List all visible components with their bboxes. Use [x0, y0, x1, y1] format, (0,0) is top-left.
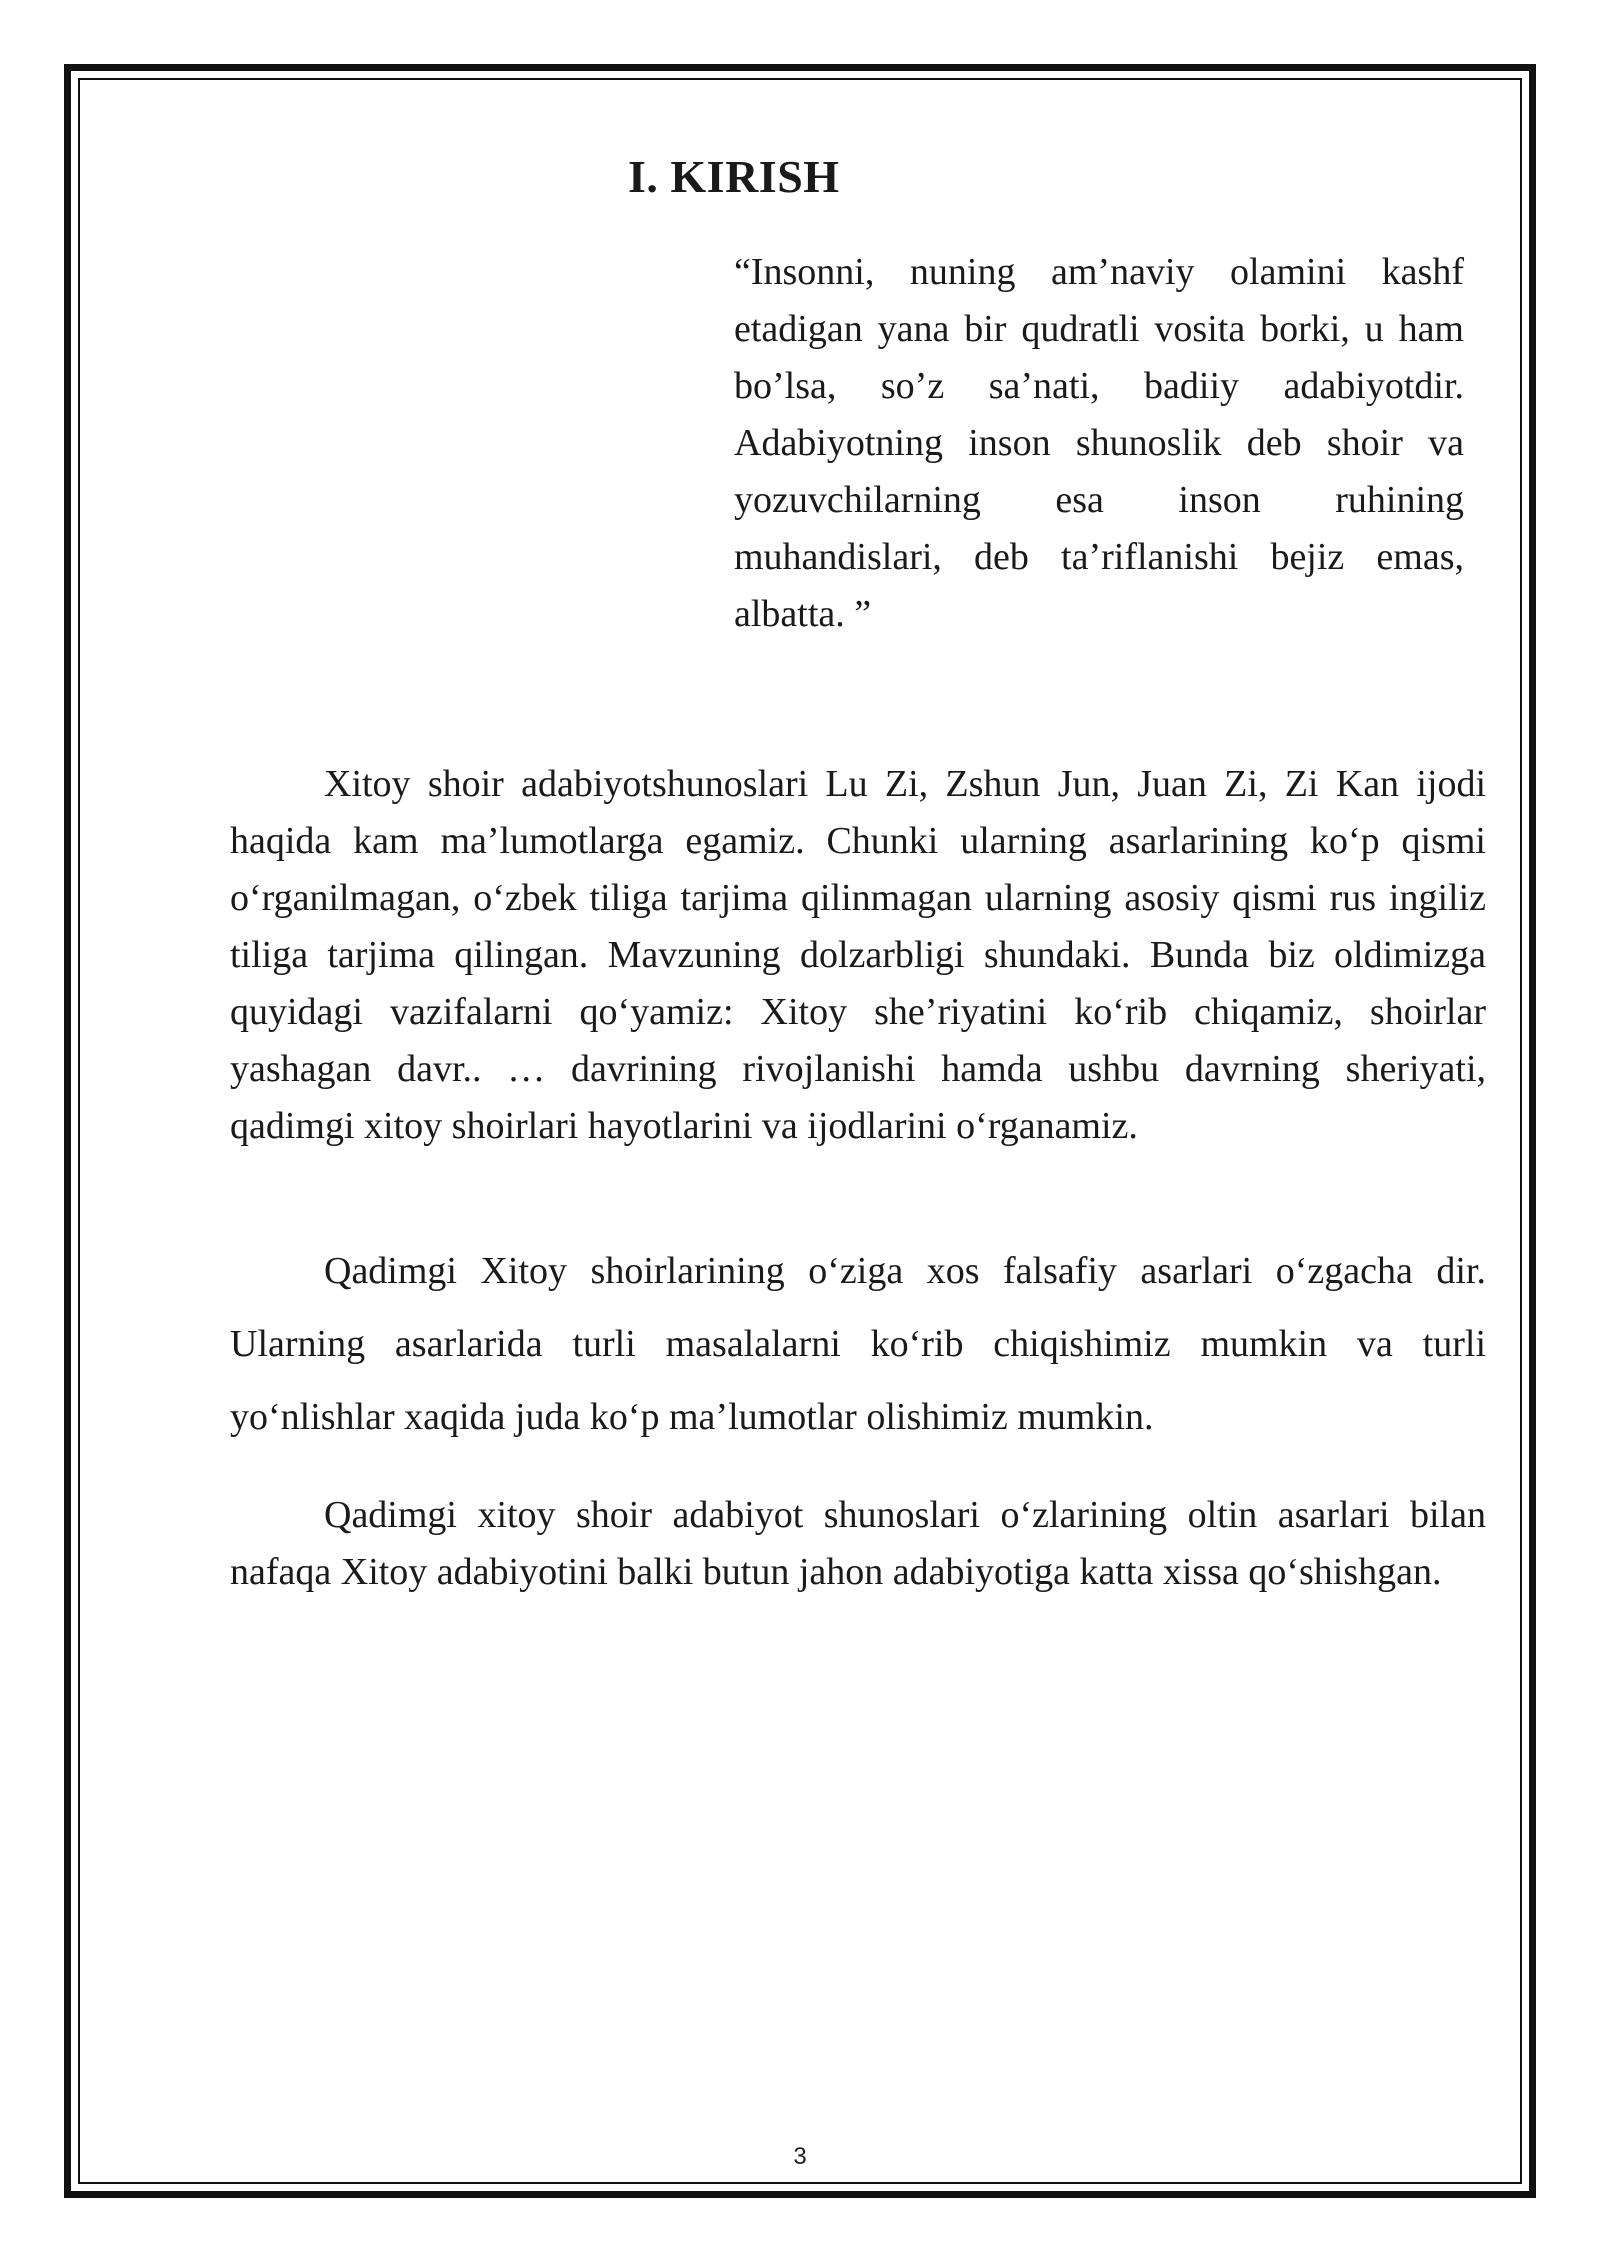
paragraph-1: Xitoy shoir adabiyotshunoslari Lu Zi, Zshun Jun, Juan Zi, Zi Kan ijodi haqida kam ma’lumotlarga egamiz. Chunki ularning asarlarining ko‘p qismi o‘rganilmagan, o‘zbek tiliga tarjima qilinmagan ularning asosiy qismi rus ingiliz tiliga tarjima qilingan. Mavzuning dolzarbligi shundaki. Bunda biz oldimizga quyidagi vazifalarni qo‘yamiz: Xitoy she’riyatini ko‘rib chiqamiz, shoirlar yashagan davr.. … davrining rivojlanishi hamda ushbu davrning sheriyati, qadimgi xitoy shoirlari hayotlarini va ijodlarini o‘rganamiz. [230, 763, 1486, 1147]
page-number: 3 [793, 2143, 807, 2170]
epigraph-quote: “Insonni, nuning am’naviy olamini kashf etadigan yana bir qudratli vosita borki, u ham bo’lsa, so’z sa’nati, badiiy adabiyotdir. Adabiyotning inson shunoslik deb shoir va yozuvchilarning esa inson ruhining muhandislari, deb ta’riflanishi bejiz emas, albatta. ” [734, 251, 1464, 635]
paragraph-3: Qadimgi xitoy shoir adabiyot shunoslari o‘zlarining oltin asarlari bilan nafaqa Xitoy adabiyotini balki butun jahon adabiyotiga katta xissa qo‘shishgan. [230, 1494, 1486, 1593]
page-title: I. KIRISH [628, 151, 840, 202]
paragraph-2: Qadimgi Xitoy shoirlarining o‘ziga xos falsafiy asarlari o‘zgacha dir. Ularning asarlarida turli masalalarni ko‘rib chiqishimiz mumkin va turli yo‘nlishlar xaqida juda ko‘p ma’lumotlar olishimiz mumkin. [230, 1250, 1486, 1438]
